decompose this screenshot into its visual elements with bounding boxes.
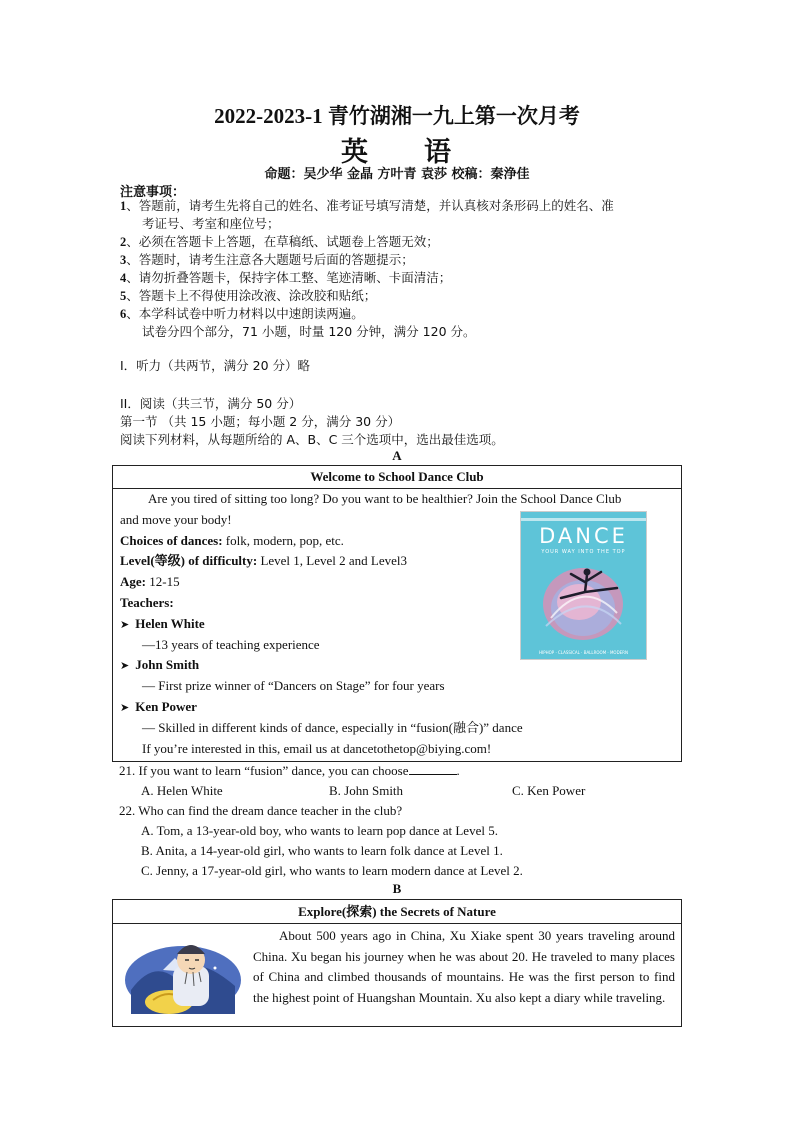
dance-poster-subtitle: YOUR WAY INTO THE TOP — [541, 549, 626, 555]
passage-b-text: About 500 years ago in China, Xu Xiake spent 30 years traveling around China. Xu began his journey when he was about 20. He traveled to many places of China and climbed thousands of mountains. He was the first person to find the highest point of Huangshan Mountain. Xu also kept a diary while traveling. — [253, 928, 675, 1005]
section-part1: 第一节 （共 15 小题；每小题 2 分，满分 30 分） — [120, 414, 401, 429]
section-listening: I．听力（共两节，满分 20 分）略 — [120, 358, 311, 373]
q22-option-a: A. Tom, a 13-year-old boy, who wants to learn pop dance at Level 5. — [141, 823, 498, 838]
question-22: 22. Who can find the dream dance teacher in the club? — [119, 803, 403, 818]
teacher-name: ➤ Ken Power — [120, 699, 197, 714]
q21-option-a: A. Helen White — [141, 783, 223, 798]
exam-title: 2022-2023-1 青竹湖湘一九上第一次月考 — [214, 104, 580, 128]
notice-heading: 注意事项： — [120, 185, 186, 200]
arrow-bullet-icon: ➤ — [120, 660, 130, 672]
passage-a-title: Welcome to School Dance Club — [113, 466, 681, 489]
passage-a-letter: A — [392, 448, 402, 463]
teacher-desc: — Skilled in different kinds of dance, especially in “fusion(融合)” dance — [142, 720, 523, 735]
question-21: 21. If you want to learn “fusion” dance, you can choose . — [119, 763, 460, 778]
q22-option-c: C. Jenny, a 17-year-old girl, who wants to learn modern dance at Level 2. — [141, 863, 523, 878]
age-line: Age: 12-15 — [120, 574, 180, 589]
dance-poster-image — [520, 511, 647, 660]
notice-item: 4、请勿折叠答题卡，保持字体工整、笔迹清晰、卡面清洁； — [120, 270, 452, 285]
section-instruction: 阅读下列材料，从每题所给的 A、B、C 三个选项中，选出最佳选项。 — [120, 432, 504, 447]
notice-list — [120, 197, 685, 341]
section-reading: II．阅读（共三节，满分 50 分） — [120, 396, 302, 411]
notice-item: 2、必须在答题卡上答题，在草稿纸、试题卷上答题无效； — [120, 234, 439, 249]
dancer-illustration — [521, 558, 646, 646]
q21-option-c: C. Ken Power — [512, 783, 586, 798]
teacher-name: ➤ Helen White — [120, 616, 205, 631]
teachers-label: Teachers: — [120, 595, 174, 610]
notice-item: 考证号、考室和座位号； — [142, 216, 280, 231]
notice-item: 3、答题时，请考生注意各大题题号后面的答题提示； — [120, 252, 414, 267]
subject-char-1: 英 — [341, 137, 370, 167]
notice-item: 试卷分四个部分，71 小题，时量 120 分钟，满分 120 分。 — [142, 324, 476, 339]
teacher-name: ➤ John Smith — [120, 657, 200, 672]
subject-char-2: 语 — [424, 137, 453, 167]
xu-xiake-illustration — [123, 930, 243, 1018]
level-line: Level(等级) of difficulty: Level 1, Level 2 and Level3 — [120, 553, 408, 568]
arrow-bullet-icon: ➤ — [120, 619, 130, 631]
contact-line: If you’re interested in this, email us at dancetothetop@biying.com! — [142, 741, 492, 756]
notice-item: 5、答题卡上不得使用涂改液、涂改胶和贴纸； — [120, 288, 377, 303]
passage-a-intro-2: and move your body! — [120, 512, 232, 527]
answer-blank — [409, 762, 457, 775]
passage-b-letter: B — [392, 881, 402, 896]
notice-item: 6、本学科试卷中听力材料以中速朗读两遍。 — [120, 306, 364, 321]
q21-option-b: B. John Smith — [329, 783, 404, 798]
passage-b-title: Explore(探索) the Secrets of Nature — [113, 900, 681, 924]
passage-a-intro-1: Are you tired of sitting too long? Do you want to be healthier? Join the School Dance Club — [148, 491, 622, 506]
passage-a-box — [112, 465, 682, 762]
teacher-desc: —13 years of teaching experience — [142, 637, 320, 652]
authors-line: 命题：吴少华 金晶 方叶青 袁莎 校稿：秦浄佳 — [264, 167, 530, 182]
q22-option-b: B. Anita, a 14-year-old girl, who wants to learn folk dance at Level 1. — [141, 843, 503, 858]
notice-item: 1、答题前，请考生先将自己的姓名、准考证号填写清楚，并认真核对条形码上的姓名、准 — [120, 198, 614, 213]
teacher-desc: — First prize winner of “Dancers on Stage” for four years — [142, 678, 445, 693]
dance-poster-title: DANCE — [539, 524, 628, 548]
arrow-bullet-icon: ➤ — [120, 702, 130, 714]
dance-poster-footer: HIPHOP · CLASSICAL · BALLROOM · MODERN — [539, 650, 628, 655]
passage-b-box — [112, 899, 682, 1027]
choices-line: Choices of dances: folk, modern, pop, etc. — [120, 533, 344, 548]
